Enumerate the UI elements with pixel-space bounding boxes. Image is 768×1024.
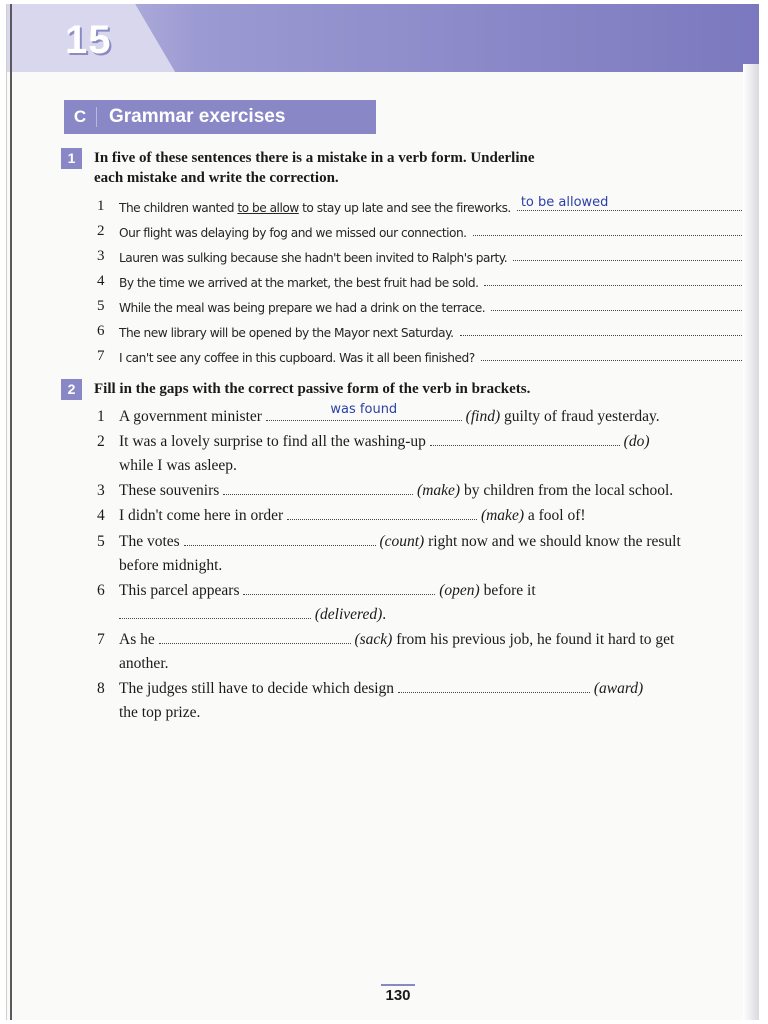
item-text: These souvenirs	[119, 482, 224, 499]
item-continuation	[119, 603, 386, 627]
answer-gap[interactable]	[159, 631, 351, 644]
answer-line[interactable]	[481, 359, 742, 361]
handwritten-answer: was found	[330, 402, 398, 417]
item-number: 2	[97, 433, 105, 450]
item-number: 8	[97, 680, 105, 697]
answer-line[interactable]	[513, 259, 742, 261]
exercise-1-instruction	[94, 148, 535, 188]
item-text: from his previous job, he found it hard to get	[392, 631, 675, 648]
verb-prompt: (count)	[379, 533, 425, 550]
answer-line[interactable]	[473, 234, 742, 236]
verb-prompt: (make)	[480, 507, 524, 524]
section-title: Grammar exercises	[109, 106, 286, 127]
exercise-2-item	[97, 628, 747, 652]
item-number: 2	[97, 223, 105, 239]
item-text: right now and we should know the result	[424, 533, 681, 550]
underlined-mistake: to be allow	[237, 201, 299, 215]
verb-prompt: (delivered)	[314, 606, 383, 623]
item-continuation: the top prize.	[119, 704, 201, 721]
item-continuation: before midnight.	[119, 557, 223, 574]
page-number: 130	[381, 984, 415, 1004]
item-continuation: another.	[119, 655, 169, 672]
answer-gap[interactable]	[266, 402, 462, 421]
item-text: The judges still have to decide which design	[119, 680, 398, 697]
exercise-2-item	[97, 579, 747, 603]
verb-prompt: (open)	[439, 582, 480, 599]
answer-gap[interactable]	[243, 582, 435, 595]
answer-gap[interactable]	[119, 606, 311, 619]
item-number: 3	[97, 248, 105, 264]
answer-gap[interactable]	[184, 533, 376, 546]
answer-line[interactable]	[484, 284, 742, 286]
item-number: 6	[97, 582, 105, 599]
answer-gap[interactable]	[430, 433, 620, 446]
item-sentence: The new library will be opened by the Mayor next Saturday.	[119, 326, 454, 340]
exercise-1-item	[97, 218, 742, 240]
section-heading	[64, 100, 376, 134]
verb-prompt: (award)	[593, 680, 644, 697]
item-text: by children from the local school.	[460, 482, 674, 499]
exercise-1-item	[97, 268, 742, 290]
verb-prompt: (do)	[623, 433, 650, 450]
verb-prompt: (sack)	[354, 631, 393, 648]
item-text: guilty of fraud yesterday.	[500, 408, 660, 425]
item-text: This parcel appears	[119, 582, 244, 599]
exercise-1-item	[97, 193, 742, 215]
sentence-text: to stay up late and see the fireworks.	[298, 201, 511, 215]
exercise-1-item	[97, 343, 742, 365]
exercise-2-item	[97, 430, 747, 454]
item-sentence	[119, 201, 511, 215]
item-sentence: While the meal was being prepare we had a drink on the terrace.	[119, 301, 486, 315]
answer-line[interactable]	[491, 309, 742, 311]
item-number: 7	[97, 631, 105, 648]
item-text: The votes	[119, 533, 184, 550]
exercise-1-item	[97, 243, 742, 265]
section-letter: C	[64, 107, 97, 127]
item-number: 5	[97, 298, 105, 314]
item-text: I didn't come here in order	[119, 507, 288, 524]
verb-prompt: (make)	[417, 482, 461, 499]
item-text: It was a lovely surprise to find all the washing-up	[119, 433, 430, 450]
item-sentence: I can't see any coffee in this cupboard. Was it all been finished?	[119, 351, 475, 365]
answer-gap[interactable]	[287, 507, 477, 520]
item-number: 6	[97, 323, 105, 339]
exercise-1-number: 1	[61, 148, 82, 169]
item-text: As he	[119, 631, 159, 648]
exercise-2-item	[97, 479, 747, 503]
exercise-2-item	[97, 504, 747, 528]
item-sentence: Our flight was delaying by fog and we missed our connection.	[119, 226, 467, 240]
exercise-2-item	[97, 530, 747, 554]
exercise-1-item	[97, 293, 742, 315]
item-text: A government minister	[119, 408, 266, 425]
answer-gap[interactable]	[398, 680, 590, 693]
answer-gap[interactable]	[223, 482, 413, 495]
item-number: 4	[97, 273, 105, 289]
exercise-1-item	[97, 318, 742, 340]
exercise-2-item	[97, 402, 747, 429]
exercise-2-item	[97, 677, 747, 701]
item-number: 1	[97, 408, 105, 425]
item-number: 5	[97, 533, 105, 550]
item-text: .	[382, 606, 387, 623]
item-number: 3	[97, 482, 105, 499]
item-text: before it	[479, 582, 536, 599]
item-number: 4	[97, 507, 105, 524]
unit-header-band	[7, 4, 759, 74]
answer-line[interactable]	[460, 334, 743, 336]
item-text: a fool of!	[523, 507, 586, 524]
item-continuation: while I was asleep.	[119, 457, 237, 474]
item-number: 1	[97, 198, 105, 214]
exercise-1-instruction-line-1: In five of these sentences there is a mistake in a verb form. Underline	[94, 150, 535, 166]
exercise-2-instruction: Fill in the gaps with the correct passive form of the verb in brackets.	[94, 381, 531, 397]
verb-prompt: (find)	[465, 408, 501, 425]
unit-number: 15	[65, 18, 112, 62]
handwritten-answer: to be allowed	[520, 195, 609, 210]
sentence-text: The children wanted	[119, 201, 238, 215]
item-number: 7	[97, 348, 105, 364]
item-sentence: By the time we arrived at the market, the best fruit had be sold.	[119, 276, 479, 290]
exercise-1-instruction-line-2: each mistake and write the correction.	[94, 170, 339, 186]
answer-line[interactable]	[517, 195, 742, 211]
exercise-2-number: 2	[61, 379, 82, 400]
page-binding-rule	[10, 4, 12, 1020]
item-sentence: Lauren was sulking because she hadn't been invited to Ralph's party.	[119, 251, 508, 265]
